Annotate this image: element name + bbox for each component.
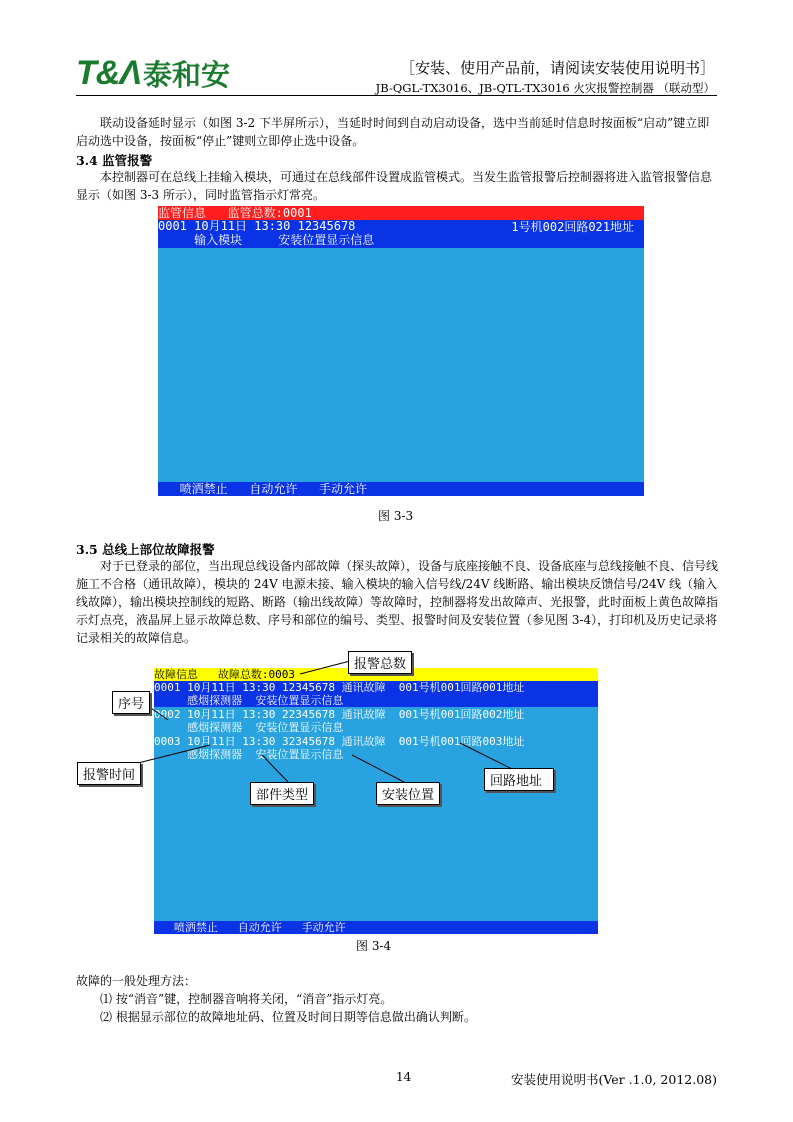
header-divider — [76, 95, 717, 96]
section-3-4-paragraph: 本控制器可在总线上挂输入模块，可通过在总线部件设置成监管模式。当发生监管报警后控制器将进入监管报警信息显示（如图 3-3 所示），同时监管指示灯常亮。 — [76, 170, 713, 202]
fault-row-3-line-2: 感烟探测器 安装位置显示信息 — [154, 748, 344, 761]
logo-mark: T&Λ — [76, 53, 141, 92]
intro-paragraph: 联动设备延时显示（如图 3-2 下半屏所示），当延时时间到自动启动设备，选中当前延时信息时按面板“启动”键立即启动选中设备，按面板“停止”键则立即停止选中设备。 — [76, 116, 710, 148]
callout-seq: 序号 — [112, 691, 150, 714]
screen-bottom-bar: 喷洒禁止 自动允许 手动允许 — [158, 482, 644, 496]
fault-row-2-line-1: 0002 10月11日 13:30 22345678 通讯故障 001号机001回路002地址 — [154, 708, 525, 721]
callout-type: 部件类型 — [250, 782, 314, 805]
figure-3-3-caption: 图 3-3 — [378, 509, 414, 523]
screen-bottom-bar: 喷洒禁止 自动允许 手动允许 — [154, 921, 598, 934]
callout-total: 报警总数 — [348, 651, 412, 674]
logo-text: 泰和安 — [143, 57, 231, 92]
fault-row-3-line-1: 0003 10月11日 13:30 32345678 通讯故障 001号机001回路003地址 — [154, 735, 525, 748]
figure-3-4-caption: 图 3-4 — [356, 939, 392, 953]
section-heading-3-4: 3.4 监管报警 — [76, 153, 153, 168]
row-line-2: 输入模块 安装位置显示信息 — [158, 233, 375, 247]
fault-row-1-line-1: 0001 10月11日 13:30 12345678 通讯故障 001号机001回路001地址 — [154, 681, 525, 694]
callout-location: 安装位置 — [376, 782, 440, 805]
page-number: 14 — [396, 1070, 412, 1084]
company-logo — [76, 53, 231, 92]
header-model: JB-QGL-TX3016、JB-QTL-TX3016 火灾报警控制器 （联动型） — [375, 81, 715, 95]
fault-item-2: ⑵ 根据显示部位的故障地址码、位置及时间日期等信息做出确认判断。 — [100, 1010, 476, 1024]
figure-3-3-screen — [158, 206, 644, 496]
screen-selected-row — [158, 220, 644, 248]
row-line-1: 0001 10月11日 13:30 12345678 — [158, 219, 356, 233]
row-address: 1号机002回路021地址 — [511, 220, 634, 234]
footer-version: 安装使用说明书(Ver .1.0, 2012.08) — [511, 1072, 717, 1087]
header-note: ［安装、使用产品前，请阅读安装使用说明书］ — [399, 59, 715, 77]
section-heading-3-5: 3.5 总线上部位故障报警 — [76, 542, 215, 557]
fault-row-1-line-2: 感烟探测器 安装位置显示信息 — [154, 694, 344, 707]
fault-row-2-line-2: 感烟探测器 安装位置显示信息 — [154, 721, 344, 734]
callout-address: 回路地址 — [484, 768, 554, 791]
screen-title-bar: 监管信息 监管总数:0001 — [158, 206, 644, 220]
section-3-5-paragraph: 对于已登录的部位，当出现总线设备内部故障（探头故障），设备与底座接触不良、设备底座与总线接触不良、信号线施工不合格（通讯故障），模块的 24V 电源未接、输入模块的输入信号线/24V 线断路、输出模块反馈信号/24V 线（输入线故障），输出模块控制线的短路、断路（输出线故障）等故障时，控制器将发出故障声、光报警，此时面板上黄色故障指示灯点亮，液晶屏上显示故障总数、序号和部位的编号、类型、报警时间及安装位置（参见图 3-4），打印机及历史记录将记录相关的故障信息。 — [76, 559, 719, 645]
fault-item-1: ⑴ 按“消音”键，控制器音响将关闭，“消音”指示灯亮。 — [100, 992, 393, 1006]
fault-handling-title: 故障的一般处理方法： — [76, 974, 197, 988]
screen-selected-row — [154, 681, 598, 707]
screen-title-bar: 故障信息 故障总数:0003 — [154, 668, 598, 681]
callout-time: 报警时间 — [77, 762, 141, 785]
